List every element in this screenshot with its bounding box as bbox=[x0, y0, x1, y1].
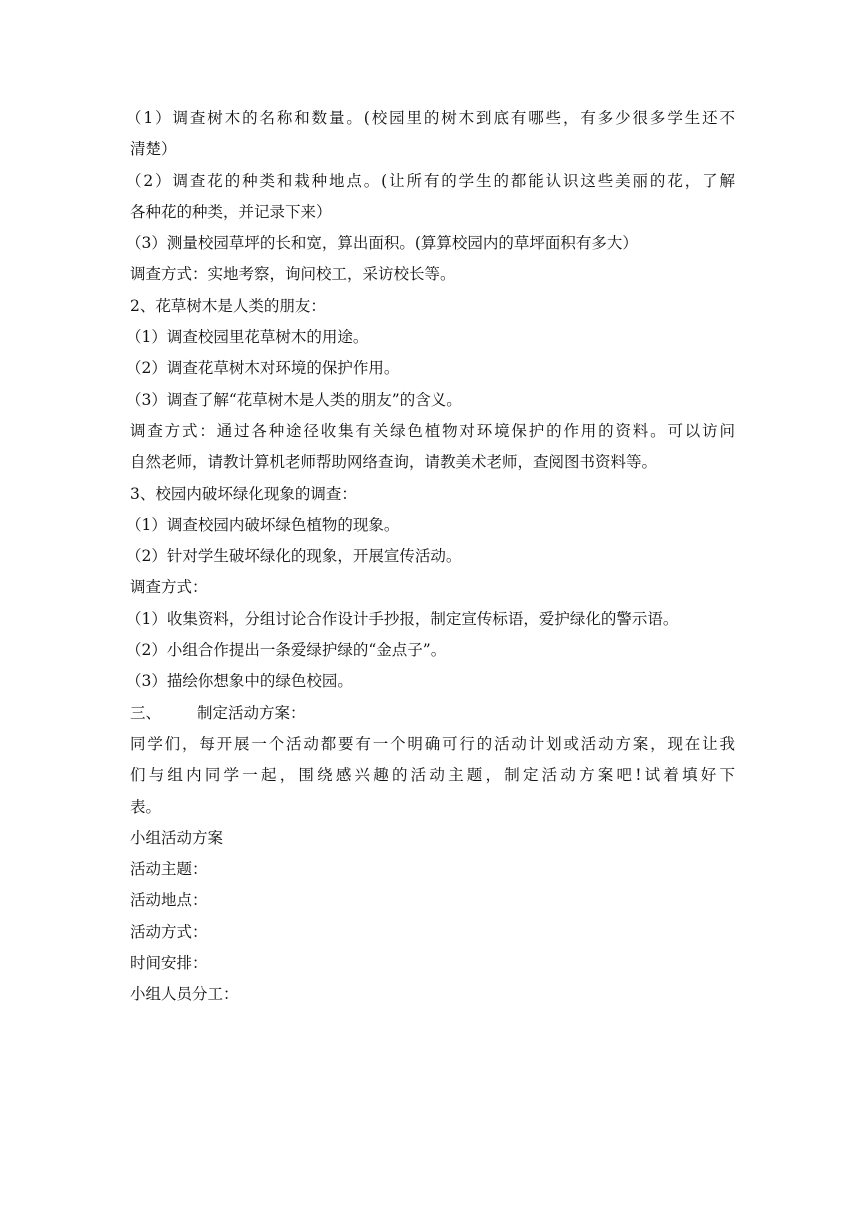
form-field-label: 活动主题： bbox=[130, 860, 208, 879]
paragraph-line: （3）测量校园草坪的长和宽，算出面积。(算算校园内的草坪面积有多大） bbox=[126, 234, 638, 253]
paragraph-line: 各种花的种类，并记录下来） bbox=[130, 202, 332, 221]
paragraph-line: 表。 bbox=[130, 797, 162, 816]
list-item: （1）收集资料，分组讨论合作设计手抄报，制定宣传标语，爱护绿化的警示语。 bbox=[126, 609, 679, 628]
list-item: （3）描绘你想象中的绿色校园。 bbox=[126, 672, 353, 691]
form-field-label: 时间安排： bbox=[130, 954, 208, 973]
list-item: （2）小组合作提出一条爱绿护绿的“金点子”。 bbox=[126, 641, 447, 660]
paragraph-line: 清楚） bbox=[130, 140, 177, 159]
paragraph-line: 们与组内同学一起，围绕感兴趣的活动主题，制定活动方案吧!试着填好下 bbox=[130, 766, 735, 785]
list-item: （2）针对学生破坏绿化的现象，开展宣传活动。 bbox=[126, 547, 462, 566]
form-field-label: 小组人员分工： bbox=[130, 985, 239, 1004]
form-field-label: 活动方式： bbox=[130, 922, 208, 941]
paragraph-line: 调查方式： bbox=[130, 578, 208, 597]
paragraph-line: 自然老师，请教计算机老师帮助网络查询，请教美术老师，查阅图书资料等。 bbox=[130, 453, 658, 472]
paragraph-line: （2）调查花的种类和栽种地点。(让所有的学生的都能认识这些美丽的花，了解 bbox=[126, 171, 735, 190]
paragraph-line: （1）调查树木的名称和数量。(校园里的树木到底有哪些，有多少很多学生还不 bbox=[126, 109, 735, 127]
paragraph-line: 调查方式：通过各种途径收集有关绿色植物对环境保护的作用的资料。可以访问 bbox=[130, 421, 735, 440]
form-title: 小组活动方案 bbox=[130, 828, 224, 847]
list-item: （1）调查校园里花草树木的用途。 bbox=[126, 328, 369, 347]
section-number: 三、 bbox=[130, 703, 162, 722]
list-item: （1）调查校园内破坏绿色植物的现象。 bbox=[126, 515, 400, 534]
section-heading: 3、校园内破坏绿化现象的调查： bbox=[130, 484, 357, 503]
section-title: 制定活动方案： bbox=[197, 703, 306, 722]
list-item: （3）调查了解“花草树木是人类的朋友”的含义。 bbox=[126, 390, 462, 409]
paragraph-line: 同学们，每开展一个活动都要有一个明确可行的活动计划或活动方案，现在让我 bbox=[130, 734, 735, 753]
form-field-label: 活动地点： bbox=[130, 891, 208, 910]
section-heading: 2、花草树木是人类的朋友： bbox=[130, 296, 326, 315]
paragraph-line: 调查方式：实地考察，询问校工，采访校长等。 bbox=[130, 265, 456, 284]
document-body bbox=[126, 103, 735, 1011]
section-heading bbox=[130, 698, 735, 729]
list-item: （2）调查花草树木对环境的保护作用。 bbox=[126, 359, 400, 378]
